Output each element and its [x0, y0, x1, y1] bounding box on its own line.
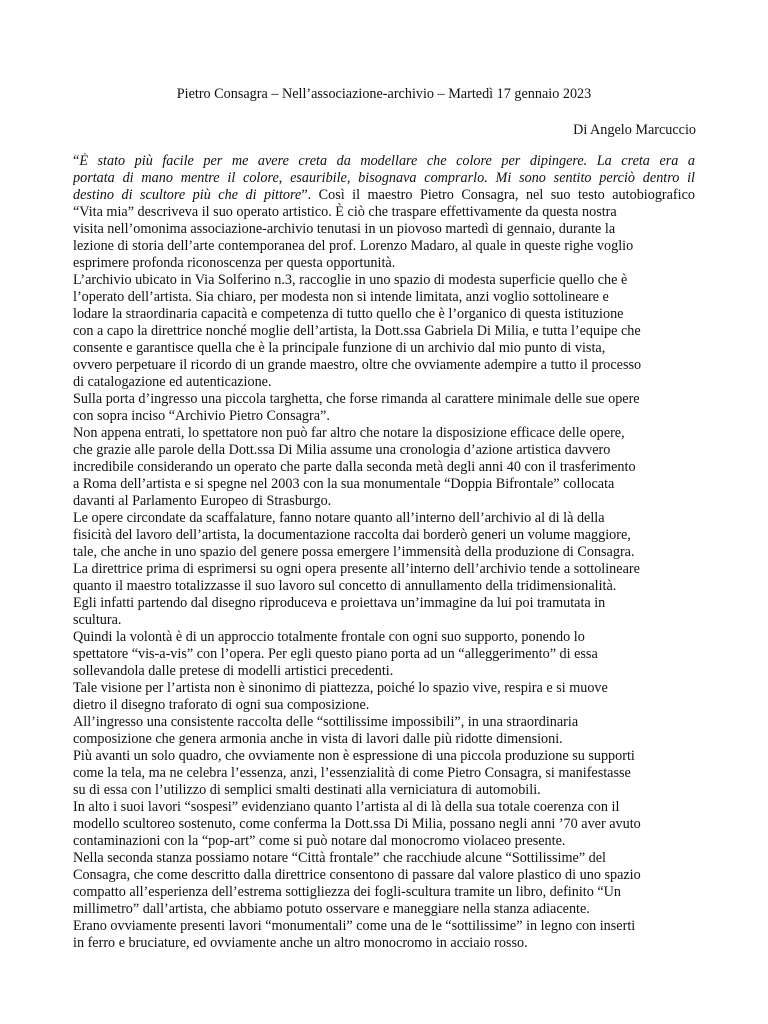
body-text-segment: ovvero perpetuare il ricordo di un grande maestro, oltre che ovviamente adempire a tutto il processo	[73, 357, 642, 373]
body-text-segment: lodare la straordinaria capacità e competenza di tutto quello che è l’organico di questa istituzione	[73, 306, 624, 322]
body-text-segment: “	[73, 153, 80, 169]
body-text-segment: scultura.	[73, 612, 122, 628]
body-text-segment: contaminazioni con la “pop-art” come si può notare dal monocromo violaceo presente.	[73, 833, 566, 849]
body-line	[73, 357, 695, 374]
body-text-segment: tale, che anche in uno spazio del genere possa emergere l’immensità della produzione di Consagra.	[73, 544, 635, 560]
body-line	[73, 527, 695, 544]
body-text-segment: millimetro” dall’artista, che abbiamo potuto osservare e maneggiare nella stanza adiacente.	[73, 901, 590, 917]
body-line	[73, 884, 695, 901]
body-line	[73, 765, 695, 782]
body-text-segment: in ferro e bruciature, ed ovviamente anche un altro monocromo in acciaio rosso.	[73, 935, 528, 951]
body-line	[73, 867, 695, 884]
body-line	[73, 901, 695, 918]
body-text-segment: Erano ovviamente presenti lavori “monumentali” come una de le “sottilissime” in legno con inserti	[73, 918, 636, 934]
body-line	[73, 850, 695, 867]
body-line	[73, 578, 695, 595]
body-line	[73, 391, 695, 408]
body-line	[73, 493, 695, 510]
body-line	[73, 612, 695, 629]
body-text-segment: dietro il disegno traforato di ogni sua composizione.	[73, 697, 370, 713]
body-text-segment: composizione che genera armonia anche in vista di lavori dalle più ridotte dimensioni.	[73, 731, 563, 747]
body-line	[73, 170, 695, 187]
body-text-segment: lezione di storia dell’arte contemporanea del prof. Lorenzo Madaro, al quale in queste righe voglio	[73, 238, 634, 254]
body-line	[73, 918, 695, 935]
body-line	[73, 782, 695, 799]
body-line	[73, 238, 695, 255]
body-line	[73, 323, 695, 340]
body-text-segment: sollevandola dalle pretese di modelli artistici precedenti.	[73, 663, 394, 679]
body-line	[73, 272, 695, 289]
body-text-segment: Quindi la volontà è di un approccio totalmente frontale con ogni suo supporto, ponendo lo	[73, 629, 585, 645]
author-byline: Di Angelo Marcuccio	[573, 122, 696, 138]
body-text-segment: L’archivio ubicato in Via Solferino n.3, raccoglie in uno spazio di modesta superficie quello che è	[73, 272, 628, 288]
body-line	[73, 204, 695, 221]
body-text-segment: incredibile considerando un operato che parte dalla seconda metà degli anni 40 con il trasferimento	[73, 459, 636, 475]
body-text-segment: Consagra, che come descritto dalla direttrice consentono di passare dal valore plastico di uno spazio	[73, 867, 641, 883]
body-text-segment: Non appena entrati, lo spettatore non può far altro che notare la disposizione efficace delle opere,	[73, 425, 625, 441]
body-line	[73, 935, 695, 952]
body-text-segment: fisicità del lavoro dell’artista, la documentazione raccolta dai borderò generi un volume maggiore,	[73, 527, 631, 543]
body-line	[73, 221, 695, 238]
body-line	[73, 799, 695, 816]
document-title: Pietro Consagra – Nell’associazione-archivio – Martedì 17 gennaio 2023	[176, 86, 592, 102]
quote-text: destino di scultore più che di pittore	[73, 187, 302, 203]
body-line	[73, 510, 695, 527]
body-text-segment: Sulla porta d’ingresso una piccola targhetta, che forse rimanda al carattere minimale delle sue opere	[73, 391, 640, 407]
body-line	[73, 306, 695, 323]
body-text-segment: con a capo la direttrice nonché moglie dell’artista, la Dott.ssa Gabriela Di Milia, e tutta l’equipe che	[73, 323, 641, 339]
body-text-segment: All’ingresso una consistente raccolta delle “sottilissime impossibili”, in una straordinaria	[73, 714, 579, 730]
article-body	[73, 153, 695, 952]
body-line	[73, 289, 695, 306]
body-line	[73, 680, 695, 697]
body-line	[73, 340, 695, 357]
body-line	[73, 187, 695, 204]
body-line	[73, 544, 695, 561]
body-text-segment: su di essa con l’utilizzo di semplici smalti destinati alla verniciatura di automobili.	[73, 782, 541, 798]
body-text-segment: davanti al Parlamento Europeo di Strasburgo.	[73, 493, 332, 509]
body-text-segment: In alto i suoi lavori “sospesi” evidenziano quanto l’artista al di là della sua totale coerenza con il	[73, 799, 620, 815]
body-text-segment: consente e garantisce quella che è la principale funzione di un archivio dal mio punto di vista,	[73, 340, 606, 356]
body-text-segment: che grazie alle parole della Dott.ssa Di Milia assume una cronologia d’azione artistica davvero	[73, 442, 611, 458]
body-line	[73, 714, 695, 731]
body-line	[73, 459, 695, 476]
body-text-segment: ”. Così il maestro Pietro Consagra, nel suo testo autobiografico	[301, 187, 695, 203]
body-text-segment: di catalogazione ed autenticazione.	[73, 374, 272, 390]
body-text-segment: Le opere circondate da scaffalature, fanno notare quanto all’interno dell’archivio al di là della	[73, 510, 605, 526]
body-line	[73, 748, 695, 765]
quote-text: portata di mano mentre il colore, esauribile, bisognava comprarlo. Mi sono sentito perciò dentro il	[73, 170, 695, 186]
body-line	[73, 663, 695, 680]
body-line	[73, 153, 695, 170]
body-text-segment: spettatore “vis-a-vis” con l’opera. Per egli questo piano porta ad un “alleggerimento” di essa	[73, 646, 598, 662]
body-line	[73, 255, 695, 272]
body-text-segment: a Roma dell’artista e si spegne nel 2003 con la sua monumentale “Doppia Bifrontale” collocata	[73, 476, 615, 492]
body-line	[73, 816, 695, 833]
body-line	[73, 408, 695, 425]
body-line	[73, 374, 695, 391]
body-line	[73, 442, 695, 459]
body-line	[73, 697, 695, 714]
body-text-segment: visita nell’omonima associazione-archivio tenutasi in un piovoso martedì di gennaio, durante la	[73, 221, 616, 237]
body-text-segment: quanto il maestro totalizzasse il suo lavoro sul concetto di annullamento della tridimensionalità.	[73, 578, 617, 594]
body-text-segment: La direttrice prima di esprimersi su ogni opera presente all’interno dell’archivio tende a sottolineare	[73, 561, 640, 577]
body-text-segment: come la tela, ma ne celebra l’essenza, anzi, l’essenzialità di come Pietro Consagra, si manifestasse	[73, 765, 631, 781]
body-text-segment: con sopra inciso “Archivio Pietro Consagra”.	[73, 408, 330, 424]
body-text-segment: esprimere profonda riconoscenza per questa opportunità.	[73, 255, 396, 271]
body-text-segment: modello scultoreo sostenuto, come conferma la Dott.ssa Di Milia, possano negli anni ’70 aver avuto	[73, 816, 641, 832]
body-line	[73, 595, 695, 612]
body-text-segment: Egli infatti partendo dal disegno riproduceva e proiettava un’immagine da lui poi tramutata in	[73, 595, 606, 611]
body-line	[73, 629, 695, 646]
body-text-segment: l’operato dell’artista. Sia chiaro, per modesta non si intende limitata, anzi voglio sottolineare e	[73, 289, 609, 305]
body-text-segment: compatto all’esperienza dell’estrema sottigliezza dei fogli-scultura tramite un libro, definito “Un	[73, 884, 621, 900]
body-line	[73, 561, 695, 578]
body-text-segment: Tale visione per l’artista non è sinonimo di piattezza, poiché lo spazio vive, respira e si muove	[73, 680, 608, 696]
body-line	[73, 476, 695, 493]
quote-text: È stato più facile per me avere creta da modellare che colore per dipingere. La creta era a	[79, 153, 695, 169]
body-line	[73, 731, 695, 748]
body-line	[73, 646, 695, 663]
body-line	[73, 425, 695, 442]
body-line	[73, 833, 695, 850]
body-text-segment: Nella seconda stanza possiamo notare “Città frontale” che racchiude alcune “Sottilissime” del	[73, 850, 607, 866]
body-text-segment: “Vita mia” descriveva il suo operato artistico. È ciò che traspare effettivamente da questa nostra	[73, 204, 617, 220]
body-text-segment: Più avanti un solo quadro, che ovviamente non è espressione di una piccola produzione su supporti	[73, 748, 635, 764]
